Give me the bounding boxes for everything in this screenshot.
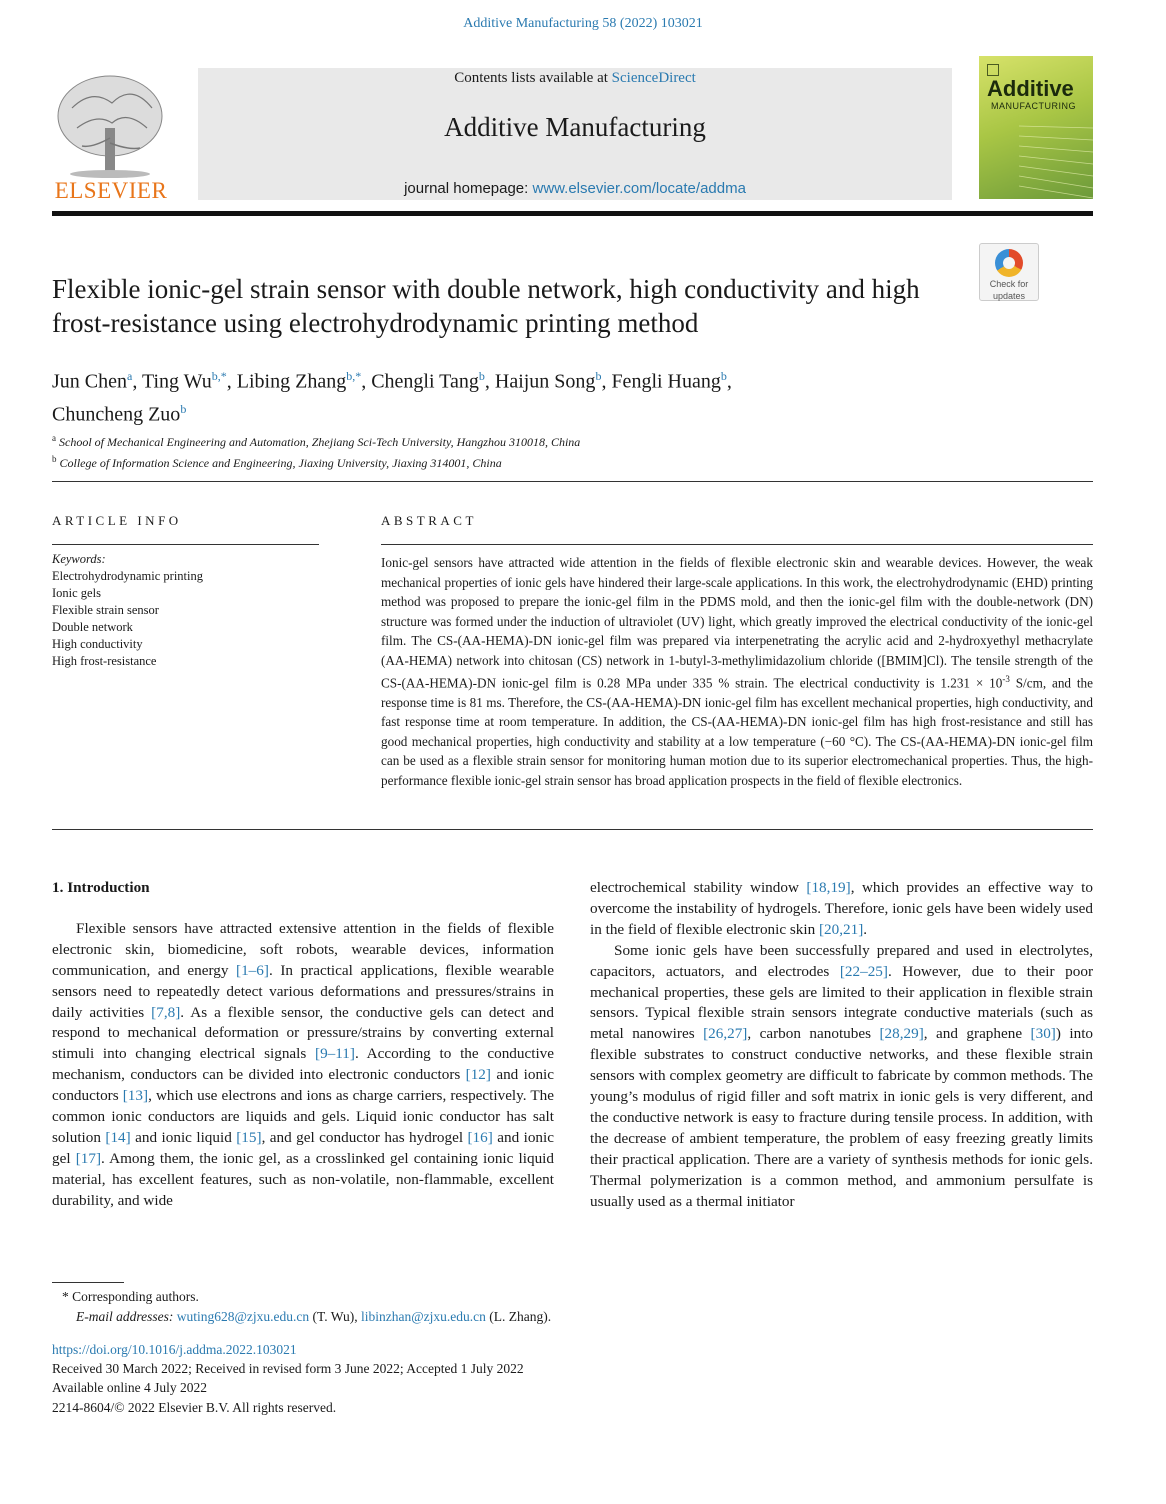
sciencedirect-link[interactable]: ScienceDirect xyxy=(611,70,696,86)
email-label: E-mail addresses: xyxy=(76,1309,174,1324)
received-dates: Received 30 March 2022; Received in revised form 3 June 2022; Accepted 1 July 2022 xyxy=(52,1361,524,1377)
email-line xyxy=(52,1307,852,1327)
paragraph-text: and ionic liquid xyxy=(130,1128,237,1146)
citation-link[interactable]: [1–6] xyxy=(236,961,269,979)
paragraph-text: ) into flexible substrates to construct conductive networks, and these flexible strain sensors with complex geometry are difficult to fabricate by common methods. The young’s modulus of rigid filler and soft matrix in ionic gels is very different, and the conductive network is easy to fracture during tensile process. In addition, with the decrease of ambient temperature, the problem of easy freezing greatly limits their practical application. There are a variety of synthesis methods for ionic gels. Thermal polymerization is a common method, and ammonium persulfate is usually used as a thermal initiator xyxy=(590,1025,1094,1210)
cover-logo-icon xyxy=(987,64,999,76)
cover-subtitle: MANUFACTURING xyxy=(991,101,1076,111)
contents-prefix: Contents lists available at xyxy=(454,70,612,86)
abstract-part-a: Ionic-gel sensors have attracted wide attention in the fields of flexible electronic skin and wearable devices. However, the weak mechanical properties of ionic gels have hindered their large-scale applications. In this work, the electrohydrodynamic (EHD) printing method was proposed to prepare the ionic-gel film in the PDMS mold, and then the ionic-gel film with the double-network (DN) structure was formed under the induction of ultraviolet (UV) light, which greatly improved the electrical conductivity of the ionic-gel film. The CS-(AA-HEMA)-DN ionic-gel film was prepared via interpenetrating the acrylic acid and 2-hydroxyethyl methacrylate (AA-HEMA) network into chitosan (CS) network in 1-butyl-3-methylimidazolium chloride ([BMIM]Cl). The tensile strength of the CS-(AA-HEMA)-DN ionic-gel film is 0.28 MPa under 335 % strain. The electrical conductivity is 1.231 × 10 xyxy=(381,555,1093,691)
author-sep: , xyxy=(226,370,237,393)
abstract-text xyxy=(381,553,1093,790)
author-name[interactable]: Chengli Tang xyxy=(371,370,479,393)
author-affil-mark[interactable]: b xyxy=(595,369,602,383)
section-heading-introduction: 1. Introduction xyxy=(52,879,150,896)
copyright: 2214-8604/© 2022 Elsevier B.V. All rights reserved. xyxy=(52,1399,337,1415)
email-link[interactable]: wuting628@zjxu.edu.cn xyxy=(176,1309,310,1324)
footnote-rule xyxy=(52,1282,124,1283)
journal-info-box xyxy=(198,68,952,200)
citation-link[interactable]: [28,29] xyxy=(879,1025,924,1043)
author-affil-mark[interactable]: b,* xyxy=(211,369,227,383)
article-info-heading: ARTICLE INFO xyxy=(52,513,182,528)
corresponding-note: * Corresponding authors. xyxy=(62,1289,199,1304)
affiliation-text: School of Mechanical Engineering and Automation, Zhejiang Sci-Tech University, Hangzhou 310018, China xyxy=(59,435,581,449)
check-updates-label-2: updates xyxy=(992,291,1026,301)
citation-link[interactable]: [30] xyxy=(1030,1025,1056,1043)
footnotes xyxy=(52,1287,852,1327)
paragraph-text: . Among them, the ionic gel, as a crosslinked gel containing ionic liquid material, has excellent features, such as non-volatile, non-flammable, excellent durability, and wide xyxy=(52,1149,554,1209)
citation-link[interactable]: [15] xyxy=(236,1128,262,1146)
author-affil-mark[interactable]: b,* xyxy=(346,369,362,383)
article-metadata xyxy=(52,1340,852,1417)
check-updates-label-1: Check for xyxy=(989,279,1029,289)
paragraph-text: . According to the conductive mechanism, conductors can be divided into electronic conductors xyxy=(52,1045,554,1084)
paragraph-text: , and graphene xyxy=(923,1025,1031,1043)
homepage-prefix: journal homepage: xyxy=(404,180,533,197)
paragraph-text: , which use electrons and ions as charge carriers, respectively. The common ionic conductors are liquids and gels. Liquid ionic conductor has salt solution xyxy=(52,1087,554,1146)
cover-title: Additive xyxy=(987,76,1074,101)
paragraph-text: , which provides an effective way to overcome the instability of hydrogels. Therefore, ionic gels have been widely used in the field of flexible electronic skin xyxy=(590,879,1093,938)
intro-paragraph xyxy=(52,919,554,1212)
author-name[interactable]: Libing Zhang xyxy=(236,370,347,393)
available-online: Available online 4 July 2022 xyxy=(52,1380,207,1396)
intro-paragraph-continued xyxy=(590,878,1093,941)
journal-cover-image xyxy=(979,56,1093,199)
citation-link[interactable]: [14] xyxy=(105,1128,131,1146)
paragraph-text: Some ionic gels have been successfully prepared and used in electrolytes, capacitors, actuators, and electrodes xyxy=(590,941,1093,980)
paragraph-text: . In practical applications, flexible wearable sensors need to repeatedly detect various deformations and pressures/strains in daily activities xyxy=(52,961,554,1021)
author-name[interactable]: Chuncheng Zuo xyxy=(52,403,181,426)
homepage-link[interactable]: www.elsevier.com/locate/addma xyxy=(532,180,746,197)
affiliation-mark: b xyxy=(52,454,57,464)
paper-title: Flexible ionic-gel strain sensor with double network, high conductivity and high frost-resistance using electrohydrodynamic printing method xyxy=(52,274,920,338)
paragraph-text: , carbon nanotubes xyxy=(747,1025,880,1043)
paragraph-text: and ionic conductors xyxy=(52,1066,555,1105)
author-name[interactable]: Haijun Song xyxy=(494,370,596,393)
author-sep: , xyxy=(601,370,612,393)
keyword-item: High frost-resistance xyxy=(52,654,157,668)
citation-link[interactable]: [13] xyxy=(122,1087,149,1105)
divider xyxy=(52,544,319,545)
citation-link[interactable]: [9–11] xyxy=(315,1045,355,1063)
doi-link[interactable]: https://doi.org/10.1016/j.addma.2022.103021 xyxy=(52,1342,297,1357)
paragraph-text: and ionic gel xyxy=(52,1128,554,1167)
affiliation-mark: a xyxy=(52,433,56,443)
divider xyxy=(52,481,1093,482)
citation-link[interactable]: [22–25] xyxy=(839,962,888,980)
paragraph-text: electrochemical stability window xyxy=(590,879,807,896)
citation-link[interactable]: [16] xyxy=(467,1128,493,1146)
affiliations xyxy=(52,430,852,472)
author-affil-mark[interactable]: b xyxy=(180,401,187,416)
email-link[interactable]: libinzhan@zjxu.edu.cn xyxy=(361,1309,486,1324)
citation-link[interactable]: [12] xyxy=(465,1066,491,1084)
body-column-left xyxy=(52,878,554,1212)
author-name[interactable]: Fengli Huang xyxy=(611,370,721,393)
email-owner: (L. Zhang). xyxy=(485,1309,552,1324)
keywords-block xyxy=(52,551,322,670)
keywords-label: Keywords: xyxy=(52,552,106,566)
elsevier-wordmark: ELSEVIER xyxy=(54,178,168,203)
author-affil-mark[interactable]: b xyxy=(478,369,485,383)
check-updates-icon xyxy=(995,249,1023,277)
abstract-heading: ABSTRACT xyxy=(381,513,477,528)
author-sep: , xyxy=(484,370,495,393)
paragraph-text: Flexible sensors have attracted extensive attention in the fields of flexible electronic skin, biomedicine, soft robots, wearable devices, information communication, and energy xyxy=(52,919,554,979)
contents-line xyxy=(198,70,952,87)
author-list xyxy=(52,363,952,428)
author-affil-mark[interactable]: a xyxy=(127,369,133,383)
citation-link[interactable]: [20,21] xyxy=(819,920,864,938)
paragraph-text: , and gel conductor has hydrogel xyxy=(261,1128,468,1146)
divider xyxy=(381,544,1093,545)
paragraph-text: . xyxy=(863,920,868,938)
journal-header xyxy=(52,56,1093,202)
check-for-updates-button[interactable] xyxy=(979,243,1039,301)
citation-link[interactable]: [7,8] xyxy=(151,1003,181,1021)
email-owner: (T. Wu), xyxy=(309,1309,361,1324)
elsevier-logo xyxy=(52,68,170,202)
keyword-item: Flexible strain sensor xyxy=(52,603,159,617)
affiliation-text: College of Information Science and Engineering, Jiaxing University, Jiaxing 314001, China xyxy=(59,456,502,470)
header-rule xyxy=(52,211,1093,216)
keyword-item: Ionic gels xyxy=(52,586,101,600)
homepage-line xyxy=(198,180,952,197)
author-sep: , xyxy=(132,370,142,393)
abstract-exponent: -3 xyxy=(1002,674,1010,684)
journal-reference[interactable]: Additive Manufacturing 58 (2022) 103021 xyxy=(463,16,703,31)
paragraph-text: . As a flexible sensor, the conductive gels can detect and respond to mechanical deformation or pressure/strains by converting external stimuli into changing electrical signals xyxy=(52,1003,554,1063)
citation-link[interactable]: [18,19] xyxy=(806,879,851,896)
keyword-item: Electrohydrodynamic printing xyxy=(52,569,204,583)
journal-name: Additive Manufacturing xyxy=(444,112,706,142)
divider xyxy=(52,829,1093,830)
body-column-right xyxy=(590,878,1093,1213)
affiliation-item xyxy=(52,430,852,451)
keyword-item: High conductivity xyxy=(52,637,143,651)
author-name[interactable]: Ting Wu xyxy=(141,370,212,393)
author-affil-mark[interactable]: b xyxy=(720,369,727,383)
intro-paragraph xyxy=(590,941,1093,1213)
keyword-item: Double network xyxy=(52,620,133,634)
paragraph-text: . However, due to their poor mechanical properties, these gels are limited to their application in flexible strain sensors. Typical flexible strain sensors integrate conductive materials (such as metal nanowires xyxy=(590,962,1093,1043)
abstract-part-b: S/cm, and the response time is 81 ms. Therefore, the CS-(AA-HEMA)-DN ionic-gel film has excellent mechanical properties, high conductivity, and fast response time at room temperature. In addition, the CS-(AA-HEMA)-DN ionic-gel film has high frost-resistance and still has good mechanical properties, high conductivity and stability at a low temperature (−60 °C). The CS-(AA-HEMA)-DN ionic-gel film can be used as a flexible strain sensor for monitoring human motion due to its superior electromechanical properties. Thus, the high-performance flexible ionic-gel strain sensor has broad application prospects in the field of flexible electronics. xyxy=(381,675,1093,788)
cover-lines-icon xyxy=(1019,116,1093,199)
citation-link[interactable]: [17] xyxy=(75,1149,102,1167)
citation-link[interactable]: [26,27] xyxy=(703,1025,748,1043)
author-sep: , xyxy=(726,370,732,393)
author-name[interactable]: Jun Chen xyxy=(52,370,127,393)
author-sep: , xyxy=(361,370,372,393)
affiliation-item xyxy=(52,451,852,472)
